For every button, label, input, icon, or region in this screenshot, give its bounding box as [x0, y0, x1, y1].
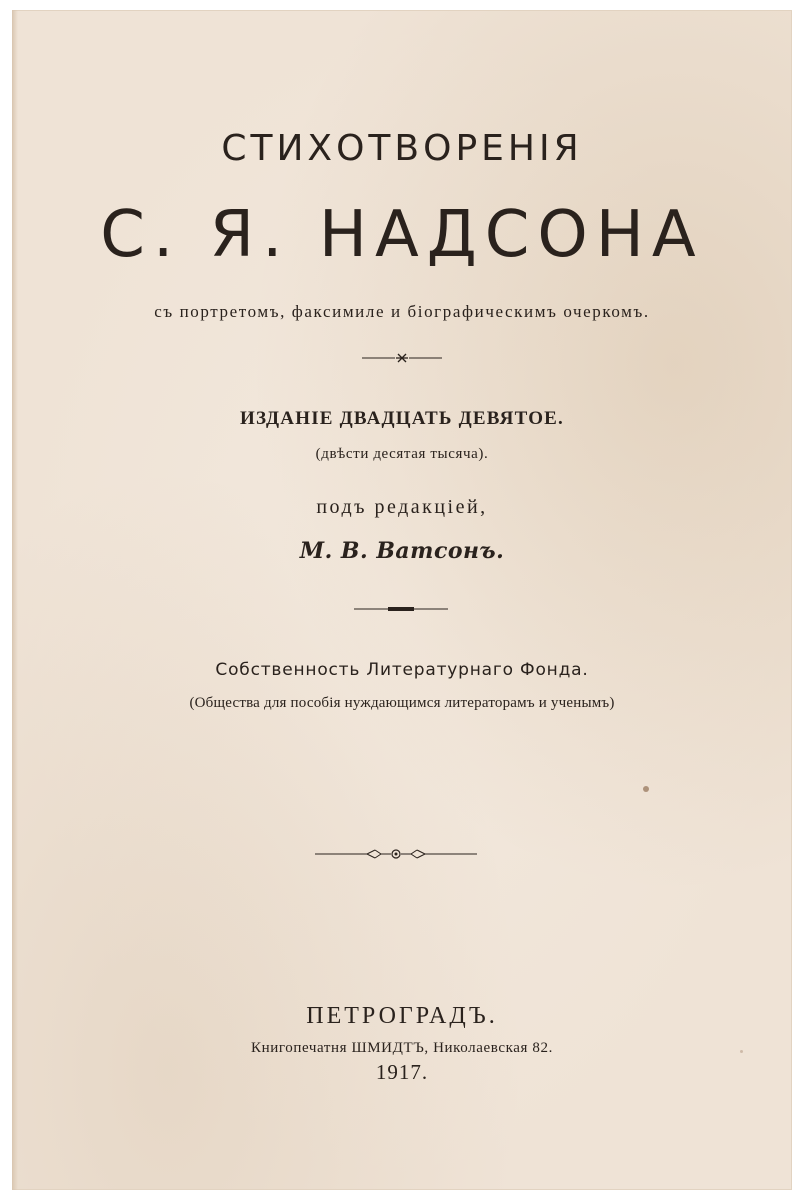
subtitle: съ портретомъ, факсимиле и біографическимъ очеркомъ.: [154, 302, 650, 321]
ownership: Собственность Литературнаго Фонда.: [215, 660, 589, 680]
ornament-rule: [354, 606, 448, 612]
printer: Книгопечатня ШМИДТЪ, Николаевская 82.: [251, 1040, 553, 1056]
ownership-note: (Общества для пособія нуждающимся литераторамъ и ученымъ): [189, 695, 615, 711]
foxing-spot: [740, 1050, 743, 1053]
ornament-star-divider: [362, 352, 442, 364]
city: ПЕТРОГРАДЪ.: [306, 1003, 498, 1029]
editor-name: М. В. Ватсонъ.: [299, 538, 505, 564]
year: 1917.: [375, 1060, 429, 1084]
title-author: С. Я. НАДСОНА: [100, 198, 704, 272]
ornament-fleuron-divider: [315, 846, 477, 862]
foxing-spot: [643, 786, 649, 792]
title-line-1: СТИХОТВОРЕНІЯ: [221, 128, 583, 169]
printing-note: (двѣсти десятая тысяча).: [315, 446, 489, 462]
title-page: [12, 10, 792, 1190]
editor-label: подъ редакціей,: [316, 496, 488, 518]
edition: ИЗДАНІЕ ДВАДЦАТЬ ДЕВЯТОЕ.: [239, 408, 564, 429]
